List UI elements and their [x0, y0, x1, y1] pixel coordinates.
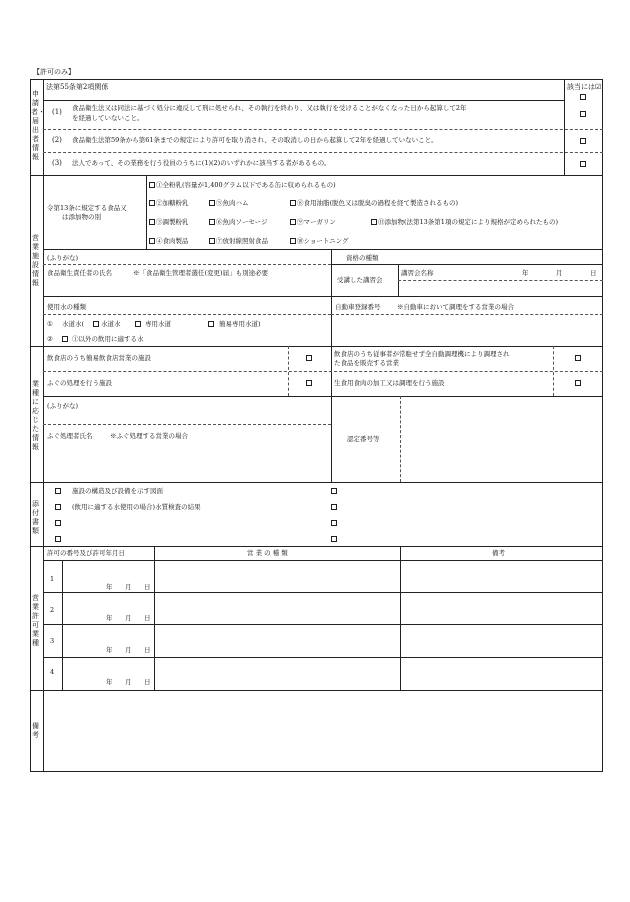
- permit-month-unit: 月: [125, 678, 132, 686]
- fugu-person-note: ※ふぐ処理する営業の場合: [110, 432, 188, 440]
- water-other-label: ①以外の飲用に適する水: [72, 335, 144, 343]
- applicant-item-2-text: 食品衛生法第59条から第61条までの規定により許可を取り消され、その取消しの日から起算して2年を経過していないこと。: [72, 136, 438, 144]
- permit-day-unit: 日: [144, 646, 151, 654]
- water-private-label: 専用水道: [145, 320, 171, 328]
- applicant-item-3-checkbox[interactable]: [580, 161, 586, 167]
- applicant-item-1-text: 食品衛生法又は同法に基づく処分に違反して刑に処せられ、その執行を終わり、又は執行を受けることがなくなった日から起算して2年: [72, 104, 467, 112]
- course-label: 受講した講習会: [337, 276, 383, 284]
- attachment-checkbox-6[interactable]: [331, 504, 337, 510]
- simple-restaurant-label: 飲食店のうち簡易飲食店営業の施設: [47, 354, 151, 362]
- permit-month-unit: 月: [125, 646, 132, 654]
- col-number-date-header: 許可の番号及び許可年月日: [47, 549, 125, 557]
- attachment-checkbox-5[interactable]: [331, 488, 337, 494]
- raw-meat-label: 生食用食肉の加工又は調理を行う施設: [334, 379, 445, 387]
- art13-item-6: ⑥魚肉ソーセージ: [216, 218, 268, 226]
- water-type-label: 使用水の種類: [47, 303, 86, 311]
- permits-section-label: 営業許可業種: [32, 594, 39, 647]
- art13-checkbox-11[interactable]: [371, 219, 377, 225]
- art13-item-2: ②加糖粉乳: [156, 199, 189, 207]
- water-opt1-num: ①: [47, 320, 53, 328]
- auto-cooking-checkbox[interactable]: [575, 355, 581, 361]
- water-simple-label: 簡易専用水道): [219, 320, 261, 328]
- course-month-unit: 月: [556, 269, 563, 277]
- art13-checkbox-5[interactable]: [209, 200, 215, 206]
- art13-item-1: ①全粉乳(容量が1,400グラム以下である缶に収められるもの): [156, 181, 336, 189]
- art13-label: 令第13条に規定する食品又: [47, 204, 127, 212]
- art13-item-7: ⑦放射線照射食品: [216, 237, 268, 245]
- manager-name-label: 食品衛生責任者の氏名: [47, 269, 112, 277]
- manager-furigana-label: (ふりがな): [47, 254, 79, 262]
- art13-checkbox-6[interactable]: [209, 219, 215, 225]
- art13-item-4: ④食肉製品: [156, 237, 189, 245]
- applicable-header-checkbox: [580, 94, 586, 100]
- permit-row-num: 1: [50, 575, 55, 583]
- permit-month-unit: 月: [125, 614, 132, 622]
- water-opt2-num: ②: [47, 335, 53, 343]
- permit-year-unit: 年: [106, 583, 113, 591]
- fugu-facility-checkbox[interactable]: [306, 380, 312, 386]
- course-day-unit: 日: [590, 269, 597, 277]
- course-name-label: 講習会名称: [401, 269, 434, 277]
- cert-number-label: 認定番号等: [347, 435, 380, 443]
- permit-month-unit: 月: [125, 583, 132, 591]
- auto-cooking-label: 飲食店のうち従事者が常駐せず全自動調理機により調理され: [334, 350, 510, 358]
- art13-checkbox-3[interactable]: [149, 219, 155, 225]
- water-other-checkbox[interactable]: [62, 336, 68, 342]
- water-tap-label: 水道水: [101, 320, 121, 328]
- law-heading: 法第55条第2項関係: [46, 83, 109, 91]
- permit-year-unit: 年: [106, 678, 113, 686]
- vehicle-note: ※自動車において調理をする営業の場合: [397, 303, 514, 311]
- applicant-item-1-num: (1): [52, 108, 62, 116]
- col-business-type-header: 営 業 の 種 類: [247, 549, 288, 557]
- applicant-item-2-checkbox[interactable]: [580, 138, 586, 144]
- applicant-item-3-text: 法人であって、その業務を行う役員のうちに(1)(2)のいずれかに該当する者があるもの。: [72, 159, 331, 167]
- permit-row-num: 3: [50, 637, 55, 645]
- business-section-label: 業種に応じた情報: [32, 380, 39, 451]
- course-year-unit: 年: [522, 269, 529, 277]
- attachment-checkbox-4[interactable]: [55, 536, 61, 542]
- qualification-type-label: 資格の種類: [346, 254, 379, 262]
- attachments-section-label: 添付書類: [32, 500, 39, 535]
- water-simple-checkbox[interactable]: [208, 321, 214, 327]
- art13-item-10: ⑩ショートニング: [297, 237, 349, 245]
- attachment-item-1: 施設の構造及び設備を示す図面: [72, 487, 163, 495]
- water-opt1-label: 水道水(: [62, 320, 85, 328]
- art13-item-9: ⑨マーガリン: [297, 218, 336, 226]
- permit-day-unit: 日: [144, 583, 151, 591]
- applicant-section-label: 申請者・届出者情報: [31, 90, 45, 161]
- raw-meat-checkbox[interactable]: [575, 380, 581, 386]
- attachment-checkbox-1[interactable]: [55, 488, 61, 494]
- fugu-furigana-label: (ふりがな): [47, 402, 79, 410]
- fugu-person-label: ふぐ処理者氏名: [47, 432, 93, 440]
- art13-checkbox-9[interactable]: [290, 219, 296, 225]
- art13-label-cont: は添加物の別: [62, 213, 101, 221]
- art13-item-5: ⑤魚肉ハム: [216, 199, 249, 207]
- permit-row-num: 4: [50, 668, 55, 676]
- remarks-field[interactable]: [44, 691, 602, 771]
- attachment-checkbox-3[interactable]: [55, 520, 61, 526]
- auto-cooking-label-cont: た食品を販売する営業: [334, 359, 399, 367]
- fugu-facility-label: ふぐの処理を行う施設: [47, 379, 112, 387]
- applicant-item-1-checkbox[interactable]: [580, 111, 586, 117]
- permit-day-unit: 日: [144, 678, 151, 686]
- art13-item-11: ⑪添加物(法第13条第1項の規定により規格が定められたもの): [378, 218, 558, 226]
- art13-checkbox-8[interactable]: [290, 200, 296, 206]
- permit-year-unit: 年: [106, 614, 113, 622]
- vehicle-label: 自動車登録番号: [335, 303, 381, 311]
- permit-row-num: 2: [50, 606, 55, 614]
- permit-year-unit: 年: [106, 646, 113, 654]
- art13-checkbox-1[interactable]: [149, 182, 155, 188]
- applicant-item-2-num: (2): [52, 136, 62, 144]
- form-type-label: 【許可のみ】: [33, 68, 75, 76]
- art13-item-8: ⑧食用油脂(脱色又は脱臭の過程を経て製造されるもの): [297, 199, 459, 207]
- art13-checkbox-4[interactable]: [149, 238, 155, 244]
- attachment-checkbox-2[interactable]: [55, 504, 61, 510]
- permit-day-unit: 日: [144, 614, 151, 622]
- art13-checkbox-7[interactable]: [209, 238, 215, 244]
- remarks-section-label: 備考: [32, 722, 39, 739]
- water-private-checkbox[interactable]: [135, 321, 141, 327]
- simple-restaurant-checkbox[interactable]: [306, 355, 312, 361]
- attachment-item-2: (飲用に適する水使用の場合)水質検査の結果: [72, 503, 201, 511]
- applicant-item-3-num: (3): [52, 159, 62, 167]
- water-tap-checkbox[interactable]: [93, 321, 99, 327]
- art13-checkbox-10[interactable]: [290, 238, 296, 244]
- attachment-checkbox-8[interactable]: [331, 536, 337, 542]
- col-remarks-header: 備考: [492, 549, 505, 557]
- attachment-checkbox-7[interactable]: [331, 520, 337, 526]
- applicable-label: 該当には☑: [567, 83, 602, 91]
- facility-section-label: 営業施設情報: [32, 234, 39, 287]
- art13-item-3: ③調製粉乳: [156, 218, 189, 226]
- manager-note: ※「食品衛生管理者選任(変更)届」も別途必要: [133, 269, 269, 277]
- applicant-item-1-text-cont: を経過していないこと。: [72, 114, 144, 122]
- art13-checkbox-2[interactable]: [149, 200, 155, 206]
